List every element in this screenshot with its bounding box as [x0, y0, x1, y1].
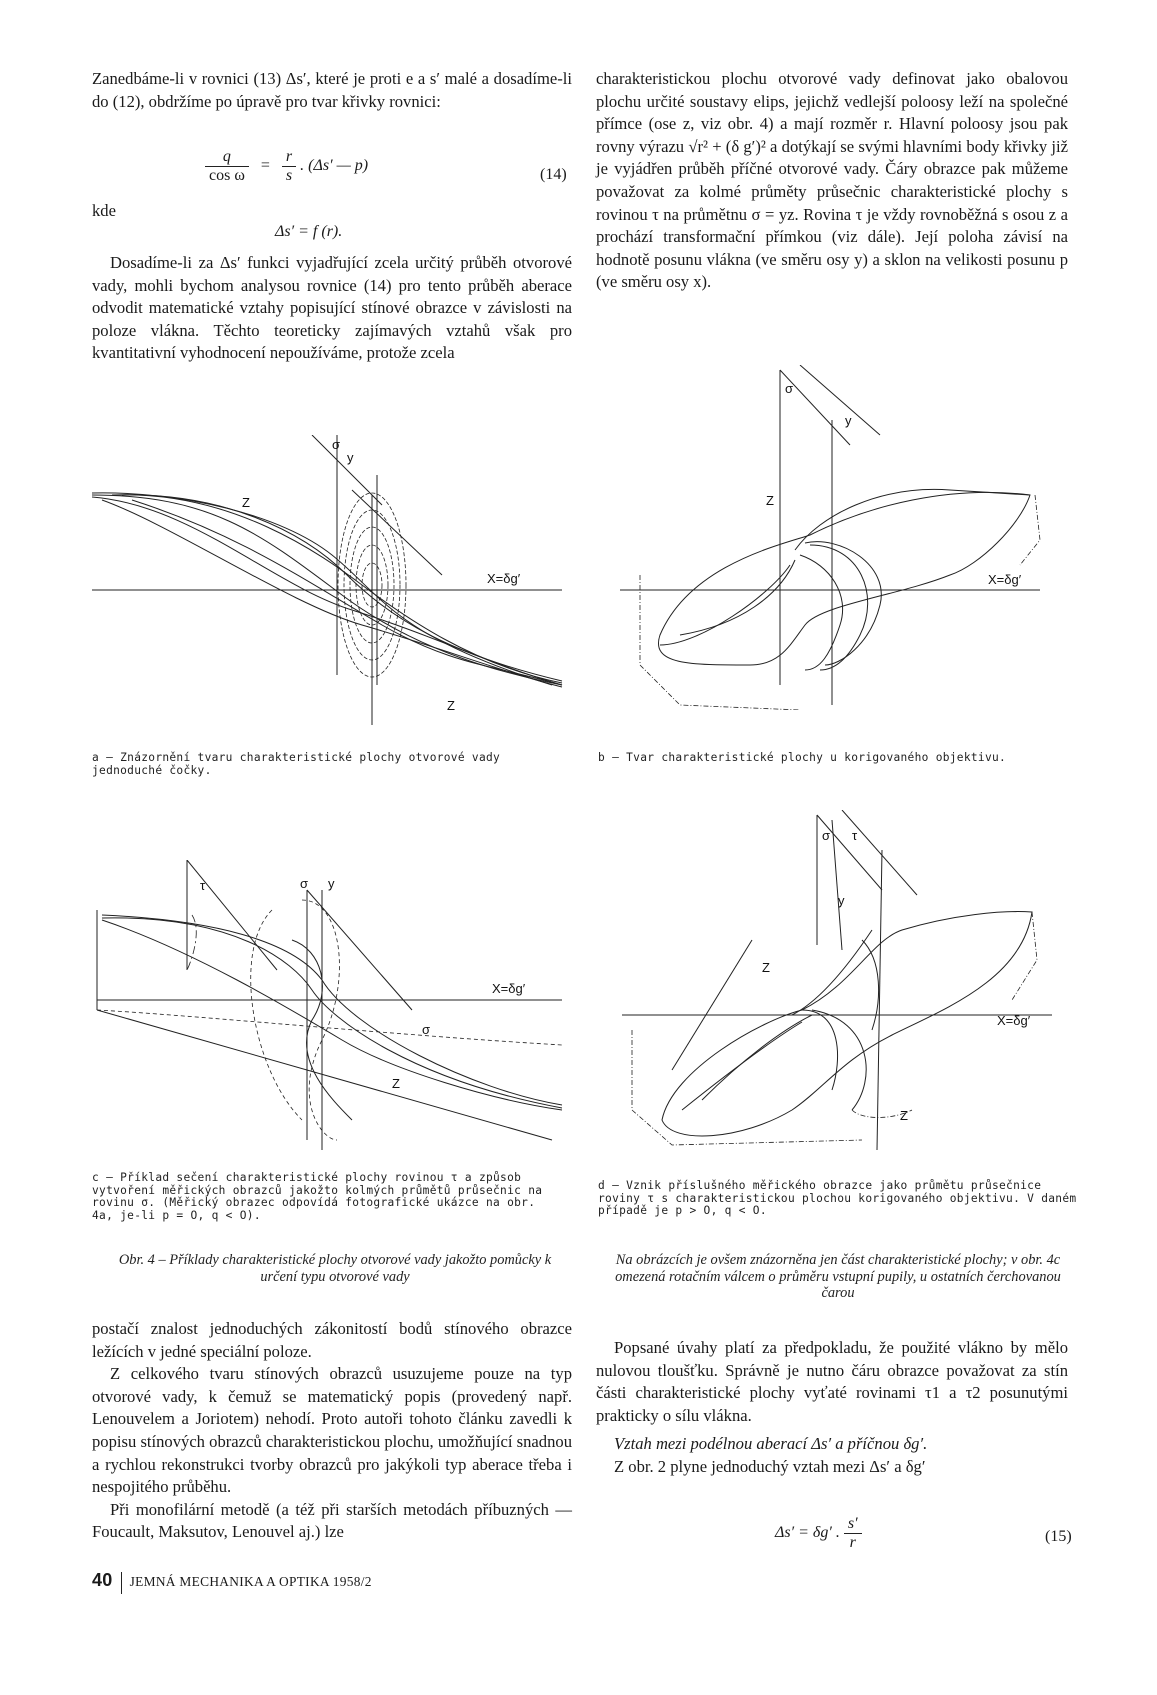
- fig-c-label-x: X=δg′: [492, 981, 526, 996]
- eq14-lhs-num: q: [205, 148, 249, 167]
- bottom-left-paragraph-1: postačí znalost jednoduchých zákonitostí bodů stínového obrazce ležících v jedné speciální poloze.: [92, 1319, 572, 1361]
- figure-b-caption: b — Tvar charakteristické plochy u korigovaného objektivu.: [598, 751, 1007, 764]
- fig-c-label-y: y: [328, 876, 335, 891]
- fig-b-curve-outer: [658, 492, 1030, 665]
- eq15-lhs: Δs′ = δg′ .: [775, 1524, 840, 1542]
- equation-14-number: (14): [540, 166, 567, 183]
- right-paragraph-1: charakteristickou plochu otvorové vady definovat jako obalovou plochu určité soustavy elips, jejichž vedlejší poloosy leží na společné přímce (ose z, viz obr. 4) a mají rozměr r. Hlavní poloosy jsou pak rovny výrazu √r² + (δ g′)² a dotýkají se svými hlavními body křivky již je vyjádřen průběh příčné otvorové vady. Čáry obrazce pak můžeme považovat za kolmé průměty průsečnic charakteristické plochy s rovinou τ na průmětnu σ = yz. Rovina τ je vždy rovnoběžná s osou z a prochází transformační přímkou (viz dále). Její poloha závisí na hodnotě posunu vlákna (ve směru osy y) a sklon na velikosti posunu p (ve směru osy x).: [596, 69, 1068, 292]
- figure-b: [620, 365, 1060, 710]
- figure-c: [92, 860, 572, 1150]
- eq14-lhs-den: cos ω: [209, 167, 245, 184]
- footer-divider: [121, 1572, 122, 1594]
- equation-f: Δs′ = f (r).: [275, 223, 343, 240]
- fig-b-label-z: Z: [766, 493, 774, 508]
- fig-c-label-sigma2: σ: [422, 1022, 431, 1037]
- left-paragraph-1: Zanedbáme-li v rovnici (13) Δs′, které je proti e a s′ malé a dosadíme-li do (12), obdržíme po úpravě pro tvar křivky rovnici:: [92, 69, 572, 111]
- right-column-bottom: [596, 1337, 1068, 1479]
- fig-d-label-y: y: [838, 893, 845, 908]
- eq15-num: s′: [844, 1515, 862, 1534]
- figure-side-caption: Na obrázcích je ovšem znázorněna jen část charakteristické plochy; v obr. 4c omezená rotačním válcem o průměru vstupní pupily, u ostatních čerchovanou čarou: [615, 1252, 1061, 1302]
- bottom-right-paragraph-2: Z obr. 2 plyne jednoduchý vztah mezi Δs′ a δg′: [614, 1456, 926, 1476]
- fig-c-label-tau: τ: [200, 878, 206, 893]
- figure-main-caption: Obr. 4 – Příklady charakteristické plochy otvorové vady jakožto pomůcky k určení typu otvorové vady: [118, 1252, 552, 1285]
- eq14-lhs-fraction: [205, 148, 249, 185]
- fig-d-label-x: X=δg′: [997, 1013, 1031, 1028]
- figure-c-caption: c — Příklad sečení charakteristické plochy rovinou τ a způsob vytvoření měřických obrazců jakožto kolmých průmětů průsečnic na rovinu σ. (Měřický obrazec odpovídá fotografické ukázce na obr. 4a, je-li p = O, q < O).: [92, 1171, 543, 1222]
- left-column-top: [92, 68, 572, 113]
- eq14-equals: =: [260, 157, 270, 175]
- fig-d-label-z: Z: [762, 960, 770, 975]
- eq15-fraction: [844, 1515, 862, 1552]
- fig-c-curve-1: [102, 915, 562, 1105]
- left-paragraph-2: Dosadíme-li za Δs′ funkci vyjadřující zcela určitý průběh otvorové vady, mohli bychom analysou rovnice (14) pro tento průběh aberace odvodit matematické vztahy popisující stínové obrazce v závislosti na poloze vlákna. Těchto teoreticky zajímavých vztahů však pro kvantitativní vyhodnocení nepoužíváme, protože zcela: [92, 253, 572, 363]
- fig-a-label-sigma: σ: [332, 437, 341, 452]
- fig-b-label-sigma: σ: [785, 381, 794, 396]
- bottom-right-heading: Vztah mezi podélnou aberací Δs′ a příčnou δg′.: [614, 1434, 928, 1454]
- equation-15: [775, 1515, 862, 1552]
- eq14-tail: . (Δs′ — p): [300, 157, 369, 175]
- page-number: 40: [92, 1570, 113, 1590]
- fig-d-label-sigma: σ: [822, 828, 831, 843]
- fig-b-label-y: y: [845, 413, 852, 428]
- fig-b-label-x: X=δg′: [988, 572, 1022, 587]
- fig-a-label-y: y: [347, 450, 354, 465]
- figure-d-caption: d — Vznik příslušného měřického obrazce jako průmětu průsečnice roviny τ s charakteristickou plochou korigovaného objektivu. V daném případě je p > O, q < O.: [598, 1179, 1077, 1218]
- fig-c-label-sigma: σ: [300, 876, 309, 891]
- right-column-top: [596, 68, 1068, 294]
- bottom-left-paragraph-3: Při monofilární metodě (a též při starších metodách příbuzných — Foucault, Maksutov, Lenouvel aj.) lze: [92, 1499, 572, 1542]
- eq15-den: r: [849, 1534, 856, 1551]
- eq14-rhs-fraction: [282, 148, 296, 185]
- eq14-rhs-num: r: [282, 148, 296, 167]
- left-column-bottom: [92, 1318, 572, 1544]
- fig-d-curve-outer: [662, 912, 1032, 1136]
- equation-14: [205, 148, 368, 185]
- page-footer: [92, 1570, 372, 1594]
- figure-a: [92, 435, 572, 725]
- left-column-middle: [92, 252, 572, 365]
- fig-d-label-z2: Z: [900, 1108, 908, 1123]
- eq14-rhs-den: s: [285, 167, 293, 184]
- fig-c-label-z: Z: [392, 1076, 400, 1091]
- fig-a-label-z2: Z: [447, 698, 455, 713]
- bottom-left-paragraph-2: Z celkového tvaru stínových obrazců usuzujeme pouze na typ otvorové vady, k čemuž se matematický popis (provedený např. Lenouvelem a Joriotem) nehodí. Proto autoři tohoto článku zavedli k popisu stínových obrazců charakteristickou plochu, umožňující snadnou a rychlou rekonstrukci tvorby obrazců pro jakýkoli typ aberace třeba i nespojitého průběhu.: [92, 1364, 572, 1497]
- figure-a-caption: a — Znázornění tvaru charakteristické plochy otvorové vady jednoduché čočky.: [92, 751, 501, 777]
- figure-d: [612, 810, 1060, 1150]
- fig-d-label-tau: τ: [852, 828, 858, 843]
- equation-15-number: (15): [1045, 1528, 1072, 1545]
- kde-label: kde: [92, 201, 116, 220]
- fig-a-label-z: Z: [242, 495, 250, 510]
- fig-a-label-x: X=δg′: [487, 571, 521, 586]
- journal-name: JEMNÁ MECHANIKA A OPTIKA 1958/2: [129, 1574, 372, 1589]
- bottom-right-paragraph-1: Popsané úvahy platí za předpokladu, že použité vlákno by mělo nulovou tloušťku. Správně je nutno čáru obrazce považovat za stín části charakteristické plochy vyťaté rovinami τ1 a τ2 posunutými prakticky o sílu vlákna.: [596, 1338, 1068, 1425]
